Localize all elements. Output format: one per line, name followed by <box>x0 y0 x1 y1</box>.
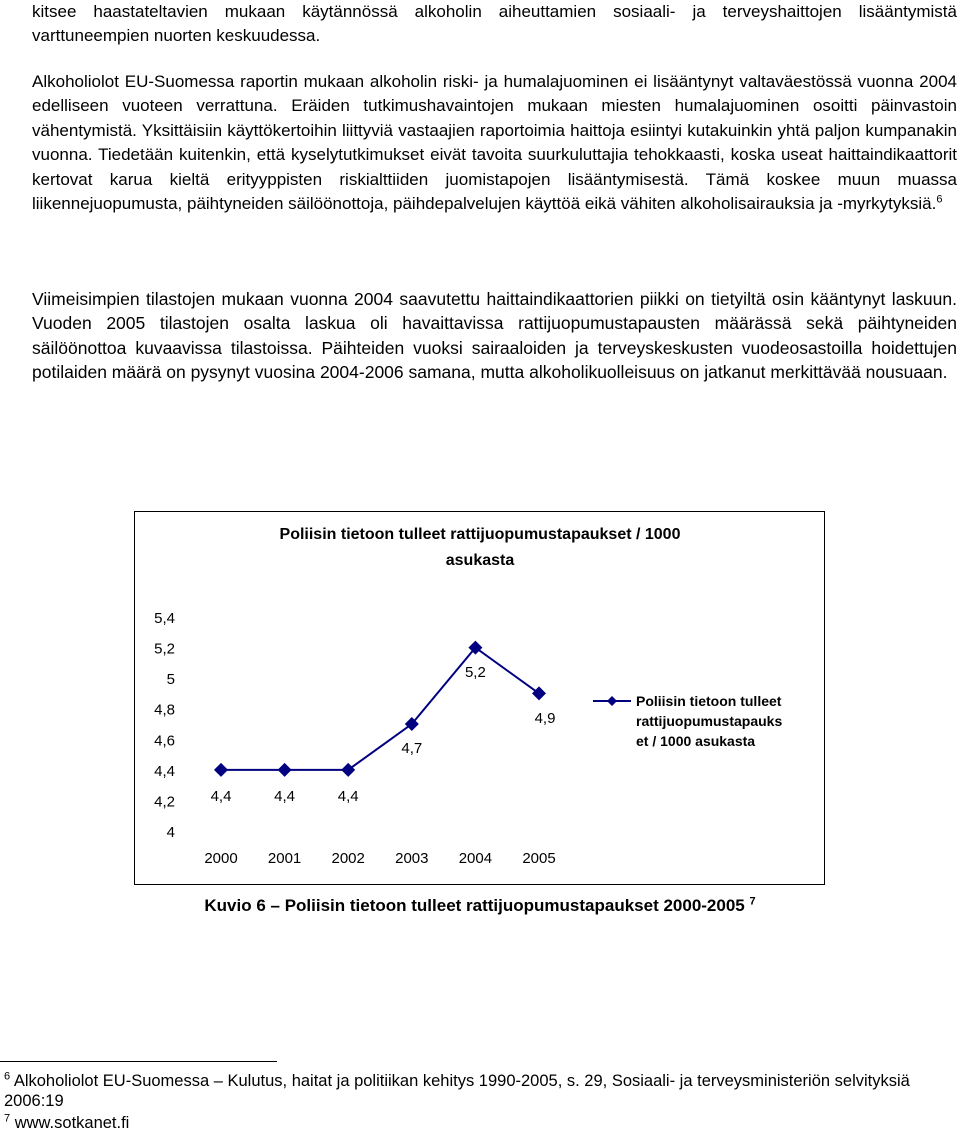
footnote-divider <box>0 1061 277 1062</box>
data-label: 4,9 <box>534 710 556 727</box>
legend-label-line: rattijuopumustapauks <box>636 713 783 729</box>
footnote-6 <box>4 1071 959 1111</box>
footnote-6-number: 6 <box>4 1070 11 1083</box>
y-tick-label: 5,2 <box>154 640 175 658</box>
x-tick-label: 2005 <box>522 850 556 867</box>
data-label: 4,7 <box>401 740 423 757</box>
figure-caption <box>0 896 960 916</box>
footnote-ref-7[interactable]: 7 <box>749 895 756 908</box>
chart-svg <box>135 512 824 884</box>
data-label: 5,2 <box>464 664 486 681</box>
y-tick-label: 4,2 <box>154 793 175 811</box>
paragraph-3: Viimeisimpien tilastojen mukaan vuonna 2004 saavutettu haittaindikaattorien piikki on tietyiltä osin kääntynyt laskuun. Vuoden 2005 tilastojen osalta laskua oli havaittavissa rattijuopumustapausten määrässä sekä päihtyneiden säilöönottoa kuvaavissa tilastoissa. Päihteiden vuoksi sairaaloiden ja terveyskeskusten vuodeosastoilla hoidettujen potilaiden määrä on pysynyt vuosina 2004-2006 samana, mutta alkoholikuolleisuus on jatkanut merkittävää nousuaan. <box>32 289 957 383</box>
x-tick-label: 2003 <box>395 850 429 867</box>
y-tick-label: 5 <box>166 671 175 689</box>
footnote-7-text[interactable]: www.sotkanet.fi <box>14 1114 130 1132</box>
data-point-marker <box>532 686 546 700</box>
data-point-marker <box>214 763 228 777</box>
paragraph-2 <box>32 70 957 216</box>
footnote-6-text: Alkoholiolot EU-Suomessa – Kulutus, haitat ja politiikan kehitys 1990-2005, s. 29, Sosiaali- ja terveysministeriön selvityksiä 2006:19 <box>4 1072 910 1110</box>
paragraph-1: kitsee haastateltavien mukaan käytännössä alkoholin aiheuttamien sosiaali- ja terveyshaittojen lisääntymistä varttuneempien nuorten keskuudessa. <box>32 2 957 46</box>
chart-title-line-2: asukasta <box>445 552 515 569</box>
caption-text: Kuvio 6 – Poliisin tietoon tulleet rattijuopumustapaukset 2000-2005 <box>204 896 745 915</box>
legend-label-line: Poliisin tietoon tulleet <box>636 693 782 709</box>
data-label: 4,4 <box>274 788 296 805</box>
footnote-ref-6[interactable]: 6 <box>936 193 943 206</box>
chart-title-line-1: Poliisin tietoon tulleet rattijuopumustapaukset / 1000 <box>279 526 681 543</box>
y-tick-label: 4,8 <box>154 701 175 719</box>
data-label: 4,4 <box>337 788 359 805</box>
footnote-7-number: 7 <box>4 1112 11 1125</box>
chart <box>134 511 825 885</box>
x-tick-label: 2000 <box>204 850 238 867</box>
data-point-marker <box>278 763 292 777</box>
data-label: 4,4 <box>210 788 232 805</box>
x-tick-label: 2001 <box>267 850 302 867</box>
legend-marker <box>607 696 617 706</box>
x-tick-label: 2004 <box>458 850 493 867</box>
y-tick-label: 4,6 <box>154 732 175 750</box>
footnote-7 <box>4 1113 129 1133</box>
data-point-marker <box>341 763 355 777</box>
y-tick-label: 5,4 <box>154 610 175 627</box>
paragraph-2-text: Alkoholiolot EU-Suomessa raportin mukaan alkoholin riski- ja humalajuominen ei lisääntynyt valtaväestössä vuonna 2004 edelliseen vuoteen verrattuna. Eräiden tutkimushavaintojen mukaan miesten humalajuominen osoitti päinvastoin vähentymistä. Yksittäisiin käyttökertoihin liittyviä vastaajien raportoimia haittoja esiintyi kutakuinkin yhtä paljon kumpanakin vuonna. Tiedetään kuitenkin, että kyselytutkimukset eivät tavoita suurkuluttajia tehokkaasti, koska useat haittaindikaattorit kertovat karua kieltä erityyppisten riskialttiiden juomistapojen lisääntymisestä. Tämä koskee muun muassa liikennejuopumusta, päihtyneiden säilöönottoja, päihdepalvelujen käyttöä eikä vähiten alkoholisairauksia ja -myrkytyksiä. <box>32 72 957 214</box>
y-tick-label: 4,4 <box>154 762 175 780</box>
series-line <box>221 648 539 770</box>
legend-label-line: et / 1000 asukasta <box>636 733 756 749</box>
y-tick-label: 4 <box>166 824 175 841</box>
x-tick-label: 2002 <box>331 850 365 867</box>
